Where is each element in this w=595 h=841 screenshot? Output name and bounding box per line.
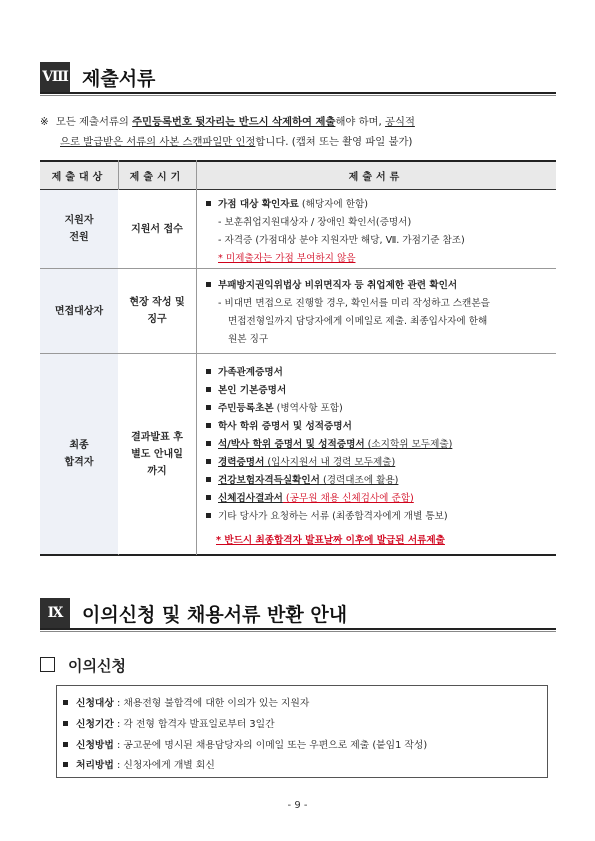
list-item: 신청대상 : 채용전형 불합격에 대한 이의가 있는 지원자 [63, 695, 309, 709]
bullet-square-icon [63, 762, 68, 767]
target-text: 최종 [69, 440, 89, 451]
header-target: 제출대상 [51, 171, 107, 183]
notice-emphasis: 공식적 [385, 116, 415, 128]
section-header-9 [40, 598, 556, 628]
cell-target [40, 354, 118, 554]
list-item: 신청방법 : 공고문에 명시된 채용담당자의 이메일 또는 우편으로 제출 (붙임1 작성) [63, 737, 427, 751]
target-text: 면접대상자 [54, 305, 104, 317]
bullet-square-icon [206, 405, 211, 410]
timing-text: 지원서 접수 [131, 223, 183, 235]
list-subitem: - 자격증 (가점대상 분야 지원자만 해당, Ⅶ. 가점기준 참조) [218, 235, 465, 246]
list-item: 부패방지권익위법상 비위면직자 등 취업제한 관련 확인서 [206, 278, 457, 294]
target-text: 전원 [69, 232, 89, 243]
timing-text: 까지 [147, 465, 167, 477]
list-subitem: - 보훈취업지원대상자 / 장애인 확인서(증명서) [218, 217, 412, 228]
bullet-square-icon [206, 387, 211, 392]
divider [40, 628, 556, 630]
divider [40, 92, 556, 94]
target-text: 합격자 [64, 457, 94, 468]
target-text: 지원자 [64, 215, 94, 226]
timing-text: 결과발표 후 [131, 431, 183, 443]
notice-emphasis: 주민등록번호 뒷자리는 반드시 삭제하여 제출 [132, 116, 336, 128]
bullet-square-icon [206, 513, 211, 518]
list-item: 석/박사 학위 증명서 및 성적증명서 (소지학위 모두제출) [206, 437, 452, 453]
list-item: 기타 당사가 요청하는 서류 (최종합격자에게 개별 통보) [206, 509, 448, 525]
bullet-square-icon [206, 369, 211, 374]
page-number: - 9 - [287, 800, 308, 811]
notice-line-2 [40, 132, 556, 152]
bullet-square-icon [63, 721, 68, 726]
list-item: 건강보험자격득실확인서 (경력대조에 활용) [206, 473, 398, 489]
bullet-square-icon [63, 742, 68, 747]
cell-timing [118, 269, 196, 353]
divider [40, 631, 556, 632]
list-item: 경력증명서 (입사지원서 내 경력 모두제출) [206, 455, 395, 471]
section-badge: Ⅸ [40, 598, 70, 628]
timing-text: 별도 안내일 [131, 448, 183, 460]
submission-table [40, 160, 556, 555]
cell-timing [118, 354, 196, 554]
cell-timing [118, 190, 196, 268]
header-documents: 제출서류 [348, 171, 404, 183]
header-timing: 제출시기 [129, 171, 185, 183]
bullet-square-icon [206, 459, 211, 464]
list-item: 신청기간 : 각 전형 합격자 발표일로부터 3일간 [63, 716, 275, 730]
divider [40, 95, 556, 96]
list-item: 가점 대상 확인자료 (해당자에 한함) [206, 197, 368, 213]
bullet-square-icon [206, 423, 211, 428]
list-item: 본인 기본증명서 [206, 383, 286, 399]
bullet-square-icon [63, 700, 68, 705]
bullet-square-icon [206, 201, 211, 206]
notice-text: 해야 하며, [335, 116, 386, 128]
section-title: 이의신청 및 채용서류 반환 안내 [82, 604, 348, 626]
timing-text: 징구 [147, 314, 167, 325]
subsection-title: 이의신청 [68, 657, 126, 675]
notice-line-1 [40, 112, 556, 132]
notice-mark: ※ [40, 116, 49, 128]
section-title: 제출서류 [82, 68, 156, 90]
list-subitem: 면접전형일까지 담당자에게 이메일로 제출. 최종입사자에 한해 [228, 316, 488, 327]
list-subitem: 원본 징구 [228, 334, 269, 345]
objection-box [56, 685, 548, 778]
list-item: 처리방법 : 신청자에게 개별 회신 [63, 757, 215, 771]
notice-text: 모든 제출서류의 [55, 116, 133, 128]
square-outline-icon [40, 657, 55, 672]
footnote-red: * 반드시 최종합격자 발표날짜 이후에 발급된 서류제출 [216, 535, 445, 546]
section-header-8 [40, 62, 556, 92]
cell-target [40, 190, 118, 268]
list-item: 주민등록초본 (병역사항 포함) [206, 401, 343, 417]
bullet-square-icon [206, 495, 211, 500]
list-item: 학사 학위 증명서 및 성적증명서 [206, 419, 352, 435]
bullet-square-icon [206, 477, 211, 482]
notice-text: 합니다. (캡쳐 또는 촬영 파일 불가) [255, 136, 413, 148]
notice-emphasis: 으로 발급받은 서류의 사본 스캔파일만 인정 [60, 136, 256, 148]
section-badge: Ⅷ [40, 62, 70, 92]
notice [40, 112, 556, 152]
bullet-square-icon [206, 282, 211, 287]
list-subitem: - 비대면 면접으로 진행할 경우, 확인서를 미리 작성하고 스캔본을 [218, 298, 490, 309]
list-item: 가족관계증명서 [206, 365, 283, 381]
cell-target [40, 269, 118, 353]
list-item: 신체검사결과서 (공무원 채용 신체검사에 준함) [206, 491, 414, 507]
timing-text: 현장 작성 및 [129, 297, 185, 308]
note-red: * 미제출자는 가점 부여하지 않음 [218, 253, 356, 264]
table-border [196, 160, 197, 555]
bullet-square-icon [206, 441, 211, 446]
